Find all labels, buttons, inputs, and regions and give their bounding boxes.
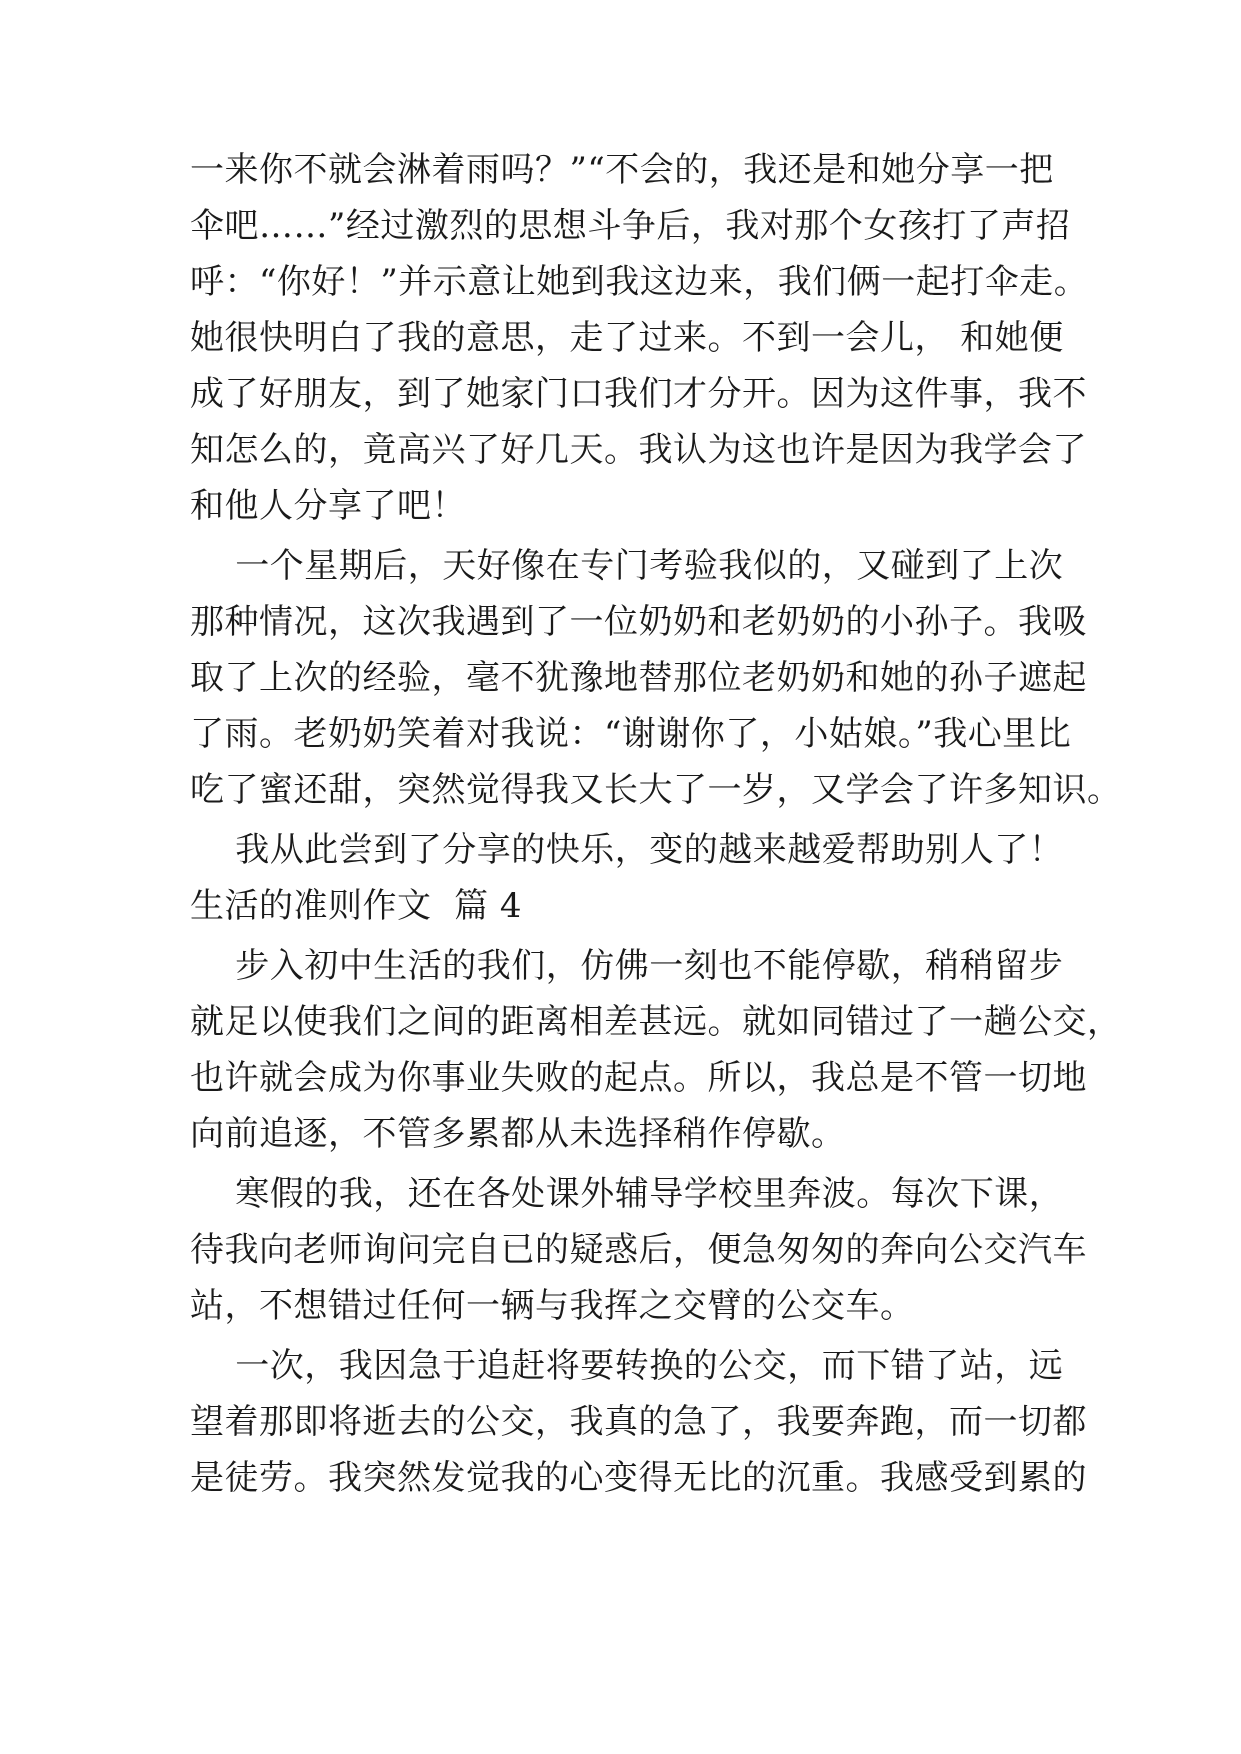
text-line: 步入初中生活的我们，仿佛一刻也不能停歇，稍稍留步 xyxy=(190,946,1064,986)
text-line: 成了好朋友，到了她家门口我们才分开。因为这件事，我不 xyxy=(190,374,1087,414)
text-line: 望着那即将逝去的公交，我真的急了，我要奔跑，而一切都 xyxy=(190,1402,1087,1442)
section-heading: 生活的准则作文 篇 4 xyxy=(190,886,523,926)
text-line: 了雨。老奶奶笑着对我说：“谢谢你了，小姑娘。”我心里比 xyxy=(190,714,1072,754)
text-line: 吃了蜜还甜，突然觉得我又长大了一岁，又学会了许多知识。 xyxy=(190,770,1122,810)
text-line: 向前追逐，不管多累都从未选择稍作停歇。 xyxy=(190,1114,846,1154)
text-line: 伞吧……”经过激烈的思想斗争后，我对那个女孩打了声招 xyxy=(190,206,1071,246)
text-line: 待我向老师询问完自已的疑惑后，便急匆匆的奔向公交汽车 xyxy=(190,1230,1087,1270)
text-line: 一来你不就会淋着雨吗？”“不会的，我还是和她分享一把 xyxy=(190,150,1054,190)
text-line: 也许就会成为你事业失败的起点。所以，我总是不管一切地 xyxy=(190,1058,1087,1098)
text-line: 一次，我因急于追赶将要转换的公交，而下错了站，远 xyxy=(190,1346,1064,1386)
text-line: 那种情况，这次我遇到了一位奶奶和老奶奶的小孙子。我吸 xyxy=(190,602,1087,642)
text-line: 我从此尝到了分享的快乐，变的越来越爱帮助别人了！ xyxy=(190,830,1064,870)
text-line: 一个星期后，天好像在专门考验我似的，又碰到了上次 xyxy=(190,546,1064,586)
text-line: 站，不想错过任何一辆与我挥之交臂的公交车。 xyxy=(190,1286,915,1326)
text-line: 呼：“你好！”并示意让她到我这边来，我们俩一起打伞走。 xyxy=(190,262,1089,302)
text-line: 知怎么的，竟高兴了好几天。我认为这也许是因为我学会了 xyxy=(190,430,1087,470)
text-line: 是徒劳。我突然发觉我的心变得无比的沉重。我感受到累的 xyxy=(190,1458,1087,1498)
text-line: 就足以使我们之间的距离相差甚远。就如同错过了一趟公交， xyxy=(190,1002,1122,1042)
text-line: 寒假的我，还在各处课外辅导学校里奔波。每次下课， xyxy=(190,1174,1064,1214)
text-line: 和他人分享了吧！ xyxy=(190,486,466,526)
text-line: 取了上次的经验，毫不犹豫地替那位老奶奶和她的孙子遮起 xyxy=(190,658,1087,698)
text-line: 她很快明白了我的意思，走了过来。不到一会儿， 和她便 xyxy=(190,318,1064,358)
